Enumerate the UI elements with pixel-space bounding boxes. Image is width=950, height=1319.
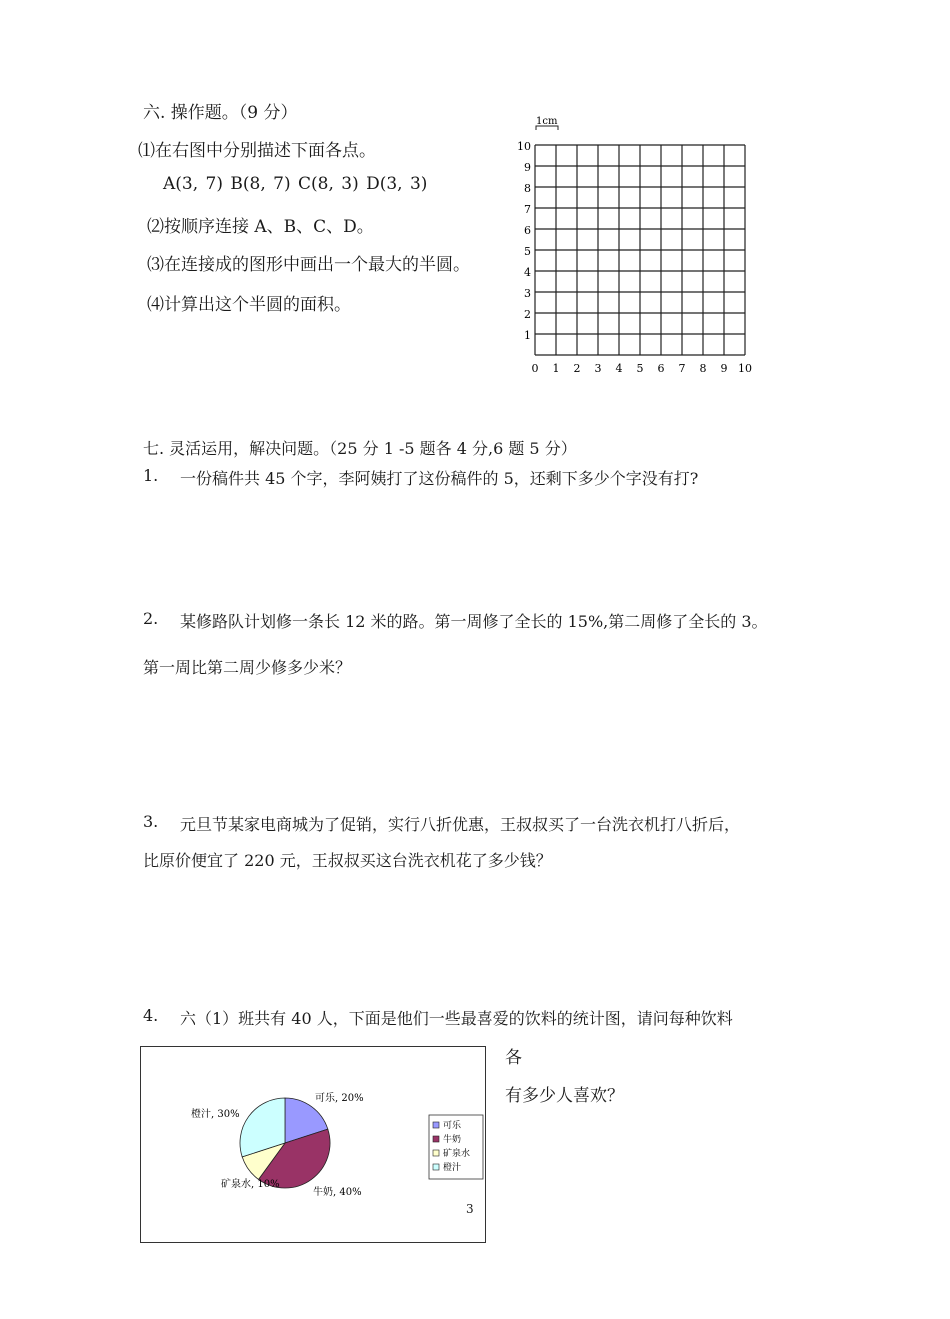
task-1: ⑴在右图中分别描述下面各点。	[138, 141, 376, 161]
unit-label: 1cm	[536, 116, 558, 127]
section6-title: 六. 操作题。（9 分）	[143, 103, 298, 123]
question-2-continuation: 第一周比第二周少修多少米？	[143, 658, 352, 677]
task-3: ⑶在连接成的图形中画出一个最大的半圆。	[147, 255, 470, 275]
x-tick-label: 2	[573, 362, 581, 375]
pie-slice-label: 可乐, 20%	[315, 1093, 364, 1104]
legend-label: 牛奶	[443, 1135, 462, 1145]
legend-swatch	[433, 1136, 439, 1142]
question-2-text: 某修路队计划修一条长 12 米的路。第一周修了全长的 15%,第二周修了全长的 3。	[180, 612, 768, 631]
question-4-continuation-1: 各	[505, 1048, 522, 1068]
question-4-text: 六（1）班共有 40 人，下面是他们一些最喜爱的饮料的统计图，请问每种饮料	[180, 1009, 733, 1028]
grid-labels	[517, 140, 752, 375]
question-1-text: 一份稿件共 45 个字，李阿姨打了这份稿件的 5，还剩下多少个字没有打?	[180, 469, 699, 488]
question-1-number: 1.	[143, 466, 159, 485]
x-tick-label: 9	[720, 362, 728, 375]
y-tick-label: 10	[517, 140, 531, 153]
y-tick-label: 4	[524, 266, 531, 279]
x-tick-label: 5	[636, 362, 644, 375]
x-tick-label: 3	[594, 362, 602, 375]
question-2-number: 2.	[143, 609, 159, 628]
question-3-number: 3.	[143, 812, 159, 831]
y-tick-label: 1	[524, 329, 531, 342]
coordinate-grid	[510, 112, 760, 377]
question-4-continuation-2: 有多少人喜欢？	[505, 1086, 624, 1106]
legend-swatch	[433, 1150, 439, 1156]
pie-slice-label: 橙汁, 30%	[191, 1109, 240, 1120]
task-2: ⑵按顺序连接 A、B、C、D。	[147, 217, 374, 237]
question-3-continuation: 比原价便宜了 220 元，王叔叔买这台洗衣机花了多少钱？	[143, 851, 552, 870]
x-tick-label: 8	[699, 362, 707, 375]
x-tick-label: 10	[738, 362, 752, 375]
pie-chart	[141, 1047, 485, 1242]
grid-lines	[535, 145, 745, 355]
x-tick-label: 0	[531, 362, 539, 375]
legend-label: 可乐	[443, 1121, 462, 1131]
legend-swatch	[433, 1164, 439, 1170]
y-tick-label: 7	[524, 203, 531, 216]
pie-slice-label: 牛奶, 40%	[313, 1187, 362, 1198]
pie-slice-label: 矿泉水, 10%	[221, 1179, 280, 1190]
legend-swatch	[433, 1122, 439, 1128]
x-tick-label: 4	[615, 362, 623, 375]
page-number: 3	[466, 1202, 474, 1216]
legend-label: 橙汁	[443, 1163, 462, 1173]
y-tick-label: 6	[524, 224, 531, 237]
y-tick-label: 2	[524, 308, 531, 321]
task-4: ⑷计算出这个半圆的面积。	[147, 295, 351, 315]
question-4-number: 4.	[143, 1006, 159, 1025]
question-3-text: 元旦节某家电商城为了促销，实行八折优惠，王叔叔买了一台洗衣机打八折后，	[180, 815, 741, 834]
y-tick-label: 9	[524, 161, 531, 174]
pie-chart-frame	[140, 1046, 486, 1243]
x-tick-label: 7	[678, 362, 686, 375]
legend-label: 矿泉水	[443, 1149, 471, 1159]
y-tick-label: 5	[524, 245, 531, 258]
y-tick-label: 8	[524, 182, 531, 195]
points-list: A(3, 7) B(8, 7) C(8, 3) D(3, 3)	[163, 174, 428, 194]
x-tick-label: 6	[657, 362, 665, 375]
x-tick-label: 1	[552, 362, 560, 375]
section7-title: 七. 灵活运用，解决问题。（25 分 1 -5 题各 4 分,6 题 5 分）	[143, 439, 577, 458]
y-tick-label: 3	[524, 287, 531, 300]
